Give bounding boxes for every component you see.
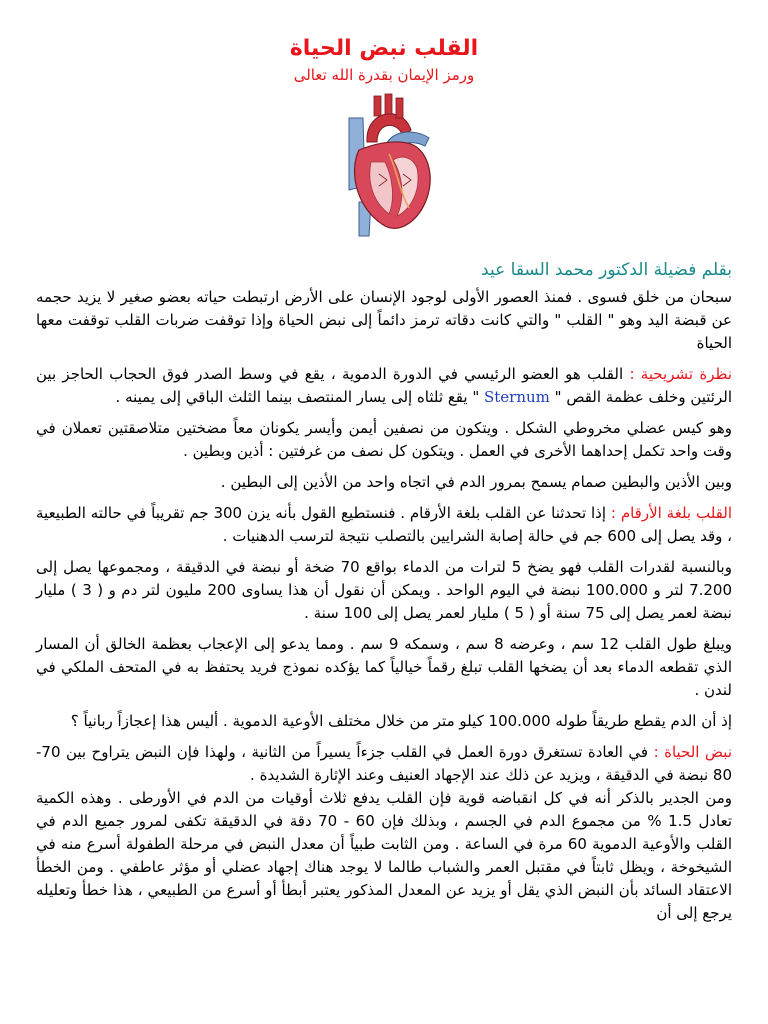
section-label-numbers: القلب بلغة الأرقام : bbox=[610, 504, 732, 522]
author-byline: بقلم فضيلة الدكتور محمد السقا عيد bbox=[481, 260, 732, 280]
artery-branch bbox=[385, 94, 392, 114]
latin-term-sternum: Sternum bbox=[484, 388, 550, 406]
paragraph-dimensions: ويبلغ طول القلب 12 سم ، وعرضه 8 سم ، وسمكه 9 سم . ومما يدعو إلى الإعجاب بعظمة الخالق أن المسار الذي تقطعه الدماء بعد أن يضخها القلب تبلغ رقماً خيالياً كما يؤكده نموذج فريد يحتفظ به في المتحف الملكي في لندن . bbox=[36, 635, 732, 699]
paragraph-capacity: وبالنسبة لقدرات القلب فهو يضخ 5 لترات من الدماء بواقع 70 ضخة أو نبضة في الدقيقة ، ومجموعها يصل إلى 7.200 لتر و 100.000 نبضة في اليوم الواحد . ويمكن أن نقول أن هذا يساوى 200 مليون لتر دم و ( 3 ) مليار نبضة لعمر يصل إلى 75 سنة أو ( 5 ) مليار لعمر يصل إلى 100 سنة . bbox=[36, 558, 733, 622]
paragraph-anatomy-text: القلب هو العضو الرئيسي في الدورة الدموية ، يقع في وسط الصدر فوق الحجاب الحاجز بين الرئتين وخلف عظمة القص " bbox=[36, 365, 732, 406]
artery-branch bbox=[374, 96, 381, 116]
paragraph-blood-path: إذ أن الدم يقطع طريقاً طوله 100.000 كيلو متر من خلال مختلف الأوعية الدموية . أليس هذا إعجازاً ربانياً ؟ bbox=[70, 712, 732, 730]
paragraph-numbers-text: إذا تحدثنا عن القلب بلغة الأرقام . فنستطيع القول بأنه يزن 300 جم تقريباً في حالته الطبيعية ، وقد يصل إلى 600 جم في حالة إصابة الشرايين بالتصلب نتيجة لترسب الدهنيات . bbox=[36, 504, 732, 545]
heart-anatomy-illustration bbox=[319, 90, 449, 240]
paragraph-valve: وبين الأذين والبطين صمام يسمح بمرور الدم في اتجاه واحد من الأذين إلى البطين . bbox=[220, 473, 732, 491]
section-label-pulse: نبض الحياة : bbox=[653, 743, 733, 761]
paragraph-anatomy bbox=[36, 363, 732, 409]
page-title: القلب نبض الحياة bbox=[289, 36, 479, 61]
paragraph-pulse bbox=[36, 741, 732, 787]
page-subtitle: ورمز الإيمان بقدرة الله تعالى bbox=[293, 66, 475, 84]
paragraph-anatomy-text-end: " يقع ثلثاه إلى يسار المنتصف بينما الثلث الباقي إلى يمينه . bbox=[115, 388, 484, 406]
artery-branch bbox=[396, 98, 403, 118]
paragraph-intro: سبحان من خلق فسوى . فمنذ العصور الأولى لوجود الإنسان على الأرض ارتبطت حياته بعضو صغير لا يزيد حجمه عن قبضة اليد وهو " القلب " والتي كانت دقاته ترمز دائماً إلى نبض الحياة وإذا توقفت ضربات القلب توقفت معها الحياة bbox=[36, 288, 732, 352]
paragraph-shape: وهو كيس عضلي مخروطي الشكل . ويتكون من نصفين أيمن وأيسر يكونان معاً مضختين متلاصقتين تعملان في وقت واحد تكمل إحداهما الأخرى في العمل . ويتكون كل نصف من غرفتين : أذين وبطين . bbox=[36, 419, 732, 460]
paragraph-numbers bbox=[36, 502, 732, 548]
section-label-anatomy: نظرة تشريحية : bbox=[629, 365, 732, 383]
paragraph-pulse-details: ومن الجدير بالذكر أنه في كل انقباضه قوية فإن القلب يدفع ثلاث أوقيات من الدم في الأورطى . وهذه الكمية تعادل 1.5 % من مجموع الدم في الجسم ، وبذلك فإن 60 - 70 دقة في الدقيقة تكفى لمرور جميع الدم في القلب والأوعية الدموية 60 مرة في الساعة . ومن الثابت طبياً أن معدل النبض في مرحلة الطفولة أسرع منه في الشيخوخة ، ويظل ثابتاً في مقتبل العمر والشباب طالما لا يوجد هناك إجهاد عضلي أو مؤثر عاطفي . ومن الخطأ الاعتقاد السائد بأن النبض الذي يقل أو يزيد عن المعدل المذكور يعتبر أبطأ أو أسرع من الطبيعي ، هذا خطأ وتعليله يرجع إلى أن bbox=[36, 789, 733, 922]
paragraph-pulse-text: في العادة تستغرق دورة العمل في القلب جزءاً يسيراً من الثانية ، ولهذا فإن النبض يتراوح بين 70-80 نبضة في الدقيقة ، ويزيد عن ذلك عند الإجهاد العنيف وعند الإثارة الشديدة . bbox=[36, 743, 732, 784]
article bbox=[36, 34, 732, 933]
